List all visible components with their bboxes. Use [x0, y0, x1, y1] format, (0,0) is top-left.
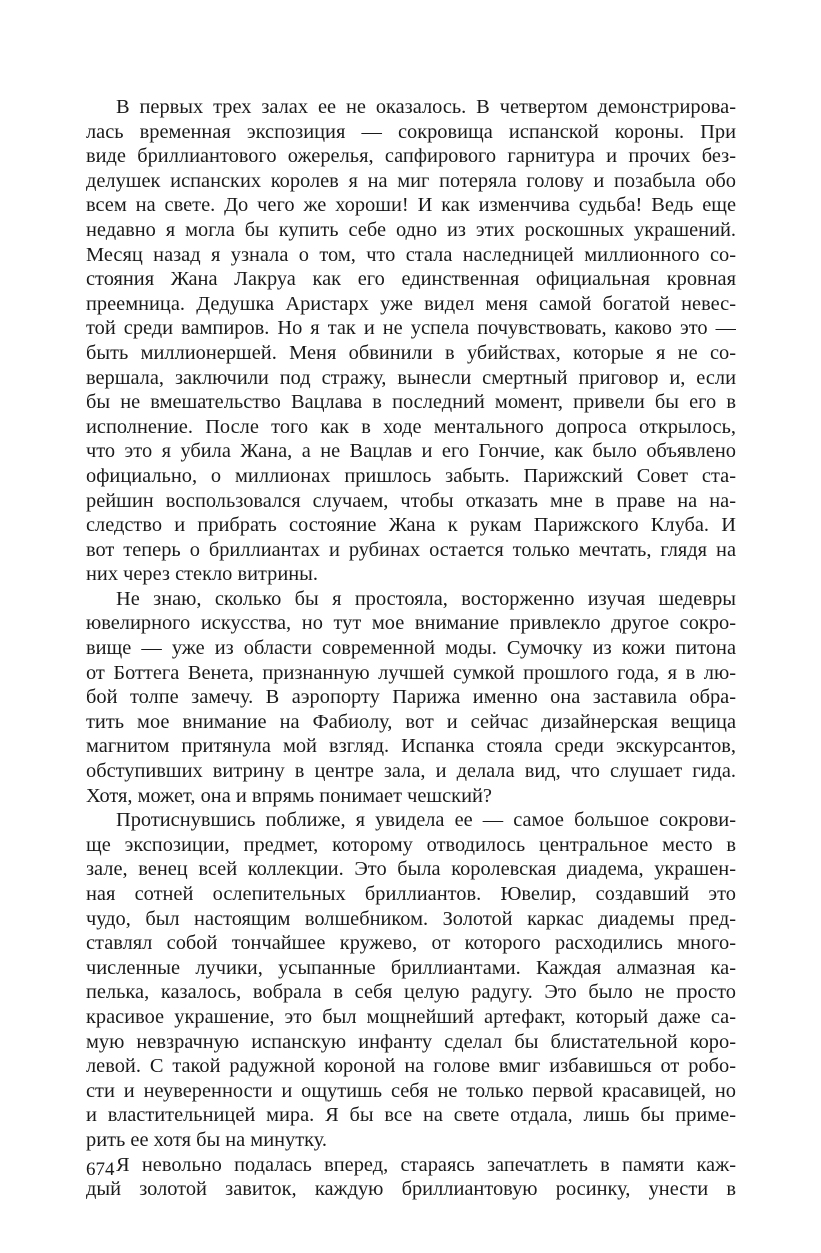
text-line: той среди вампиров. Но я так и не успела почувствовать, каково это — [86, 317, 736, 340]
text-line: что это я убила Жана, а не Вацлав и его Гончие, как было объявлено [86, 440, 736, 463]
text-line: Протиснувшись поближе, я увидела ее — самое большое сокрови- [116, 809, 736, 832]
text-line: следство и прибрать состояние Жана к рукам Парижского Клуба. И [86, 514, 736, 537]
text-line: всем на свете. До чего же хороши! И как изменчива судьба! Ведь еще [86, 194, 736, 217]
text-line: делушек испанских королев я на миг потеряла голову и позабыла обо [86, 169, 736, 192]
paragraph [86, 808, 736, 1152]
text-line: быть миллионершей. Меня обвинили в убийствах, которые я не со- [86, 341, 736, 364]
text-line: красивое украшение, это был мощнейший артефакт, который даже са- [86, 1005, 736, 1028]
text-line: сти и неуверенности и ощутишь себя не только первой красавицей, но [86, 1079, 736, 1102]
text-line: них через стекло витрины. [86, 563, 318, 586]
text-line: рить ее хотя бы на минутку. [86, 1128, 328, 1151]
text-line: численные лучики, усыпанные бриллиантами. Каждая алмазная ка- [86, 956, 736, 979]
text-line: вище — уже из области современной моды. Сумочку из кожи питона [86, 637, 736, 660]
text-line: бой толпе замечу. В аэропорту Парижа именно она заставила обра- [86, 686, 736, 709]
text-line: чудо, был настоящим волшебником. Золотой каркас диадемы пред- [86, 907, 736, 930]
body-text [86, 95, 736, 1202]
text-line: В первых трех залах ее не оказалось. В четвертом демонстрирова- [116, 96, 736, 118]
paragraph [86, 1153, 736, 1202]
text-line: ще экспозиции, предмет, которому отводилось центральное место в [86, 833, 736, 856]
text-line: пелька, казалось, вобрала в себя целую радугу. Это было не просто [86, 981, 736, 1004]
text-line: преемница. Дедушка Аристарх уже видел меня самой богатой невес- [86, 292, 736, 315]
text-line: дый золотой завиток, каждую бриллиантовую росинку, унести в [86, 1178, 736, 1201]
text-line: лась временная экспозиция — сокровища испанской короны. При [86, 120, 736, 143]
text-line: виде бриллиантового ожерелья, сапфирового гарнитура и прочих без- [86, 145, 736, 168]
paragraph [86, 587, 736, 808]
text-line: Не знаю, сколько бы я простояла, восторженно изучая шедевры [116, 587, 736, 610]
text-line: Месяц назад я узнала о том, что стала наследницей миллионного со- [86, 243, 736, 266]
text-line: вершала, заключили под стражу, вынесли смертный приговор и, если [86, 366, 736, 389]
text-line: бы не вмешательство Вацлава в последний момент, привели бы его в [86, 391, 736, 414]
text-line: стояния Жана Лакруа как его единственная официальная кровная [86, 268, 736, 291]
text-line: тить мое внимание на Фабиолу, вот и сейчас дизайнерская вещица [86, 710, 736, 733]
text-line: исполнение. После того как в ходе ментального допроса открылось, [86, 415, 736, 438]
text-line: обступивших витрину в центре зала, и делала вид, что слушает гида. [86, 760, 736, 783]
text-line: от Боттега Венета, признанную лучшей сумкой прошлого года, я в лю- [86, 661, 736, 684]
text-line: Я невольно подалась вперед, стараясь запечатлеть в памяти каж- [116, 1153, 736, 1176]
text-line: мую невзрачную испанскую инфанту сделал бы блистательной коро- [86, 1030, 736, 1053]
text-line: рейшин воспользовался случаем, чтобы отказать мне в праве на на- [86, 489, 736, 512]
page-number: 674 [86, 1159, 115, 1180]
text-line: Хотя, может, она и впрямь понимает чешский? [86, 784, 492, 807]
text-line: и властительницей мира. Я бы все на свете отдала, лишь бы приме- [86, 1104, 736, 1127]
text-line: зале, венец всей коллекции. Это была королевская диадема, украшен- [86, 858, 736, 881]
text-line: ная сотней ослепительных бриллиантов. Ювелир, создавший это [86, 883, 736, 905]
text-line: вот теперь о бриллиантах и рубинах остается только мечтать, глядя на [86, 538, 736, 561]
text-line: ставлял собой тончайшее кружево, от которого расходились много- [86, 932, 736, 955]
text-line: левой. С такой радужной короной на голове вмиг избавишься от робо- [86, 1055, 736, 1078]
text-line: недавно я могла бы купить себе одно из этих роскошных украшений. [86, 218, 736, 241]
text-line: магнитом притянула мой взгляд. Испанка стояла среди экскурсантов, [86, 735, 736, 758]
paragraph [86, 95, 736, 587]
text-line: официально, о миллионах пришлось забыть. Парижский Совет ста- [86, 464, 736, 487]
text-line: ювелирного искусства, но тут мое внимание привлекло другое сокро- [86, 612, 736, 635]
